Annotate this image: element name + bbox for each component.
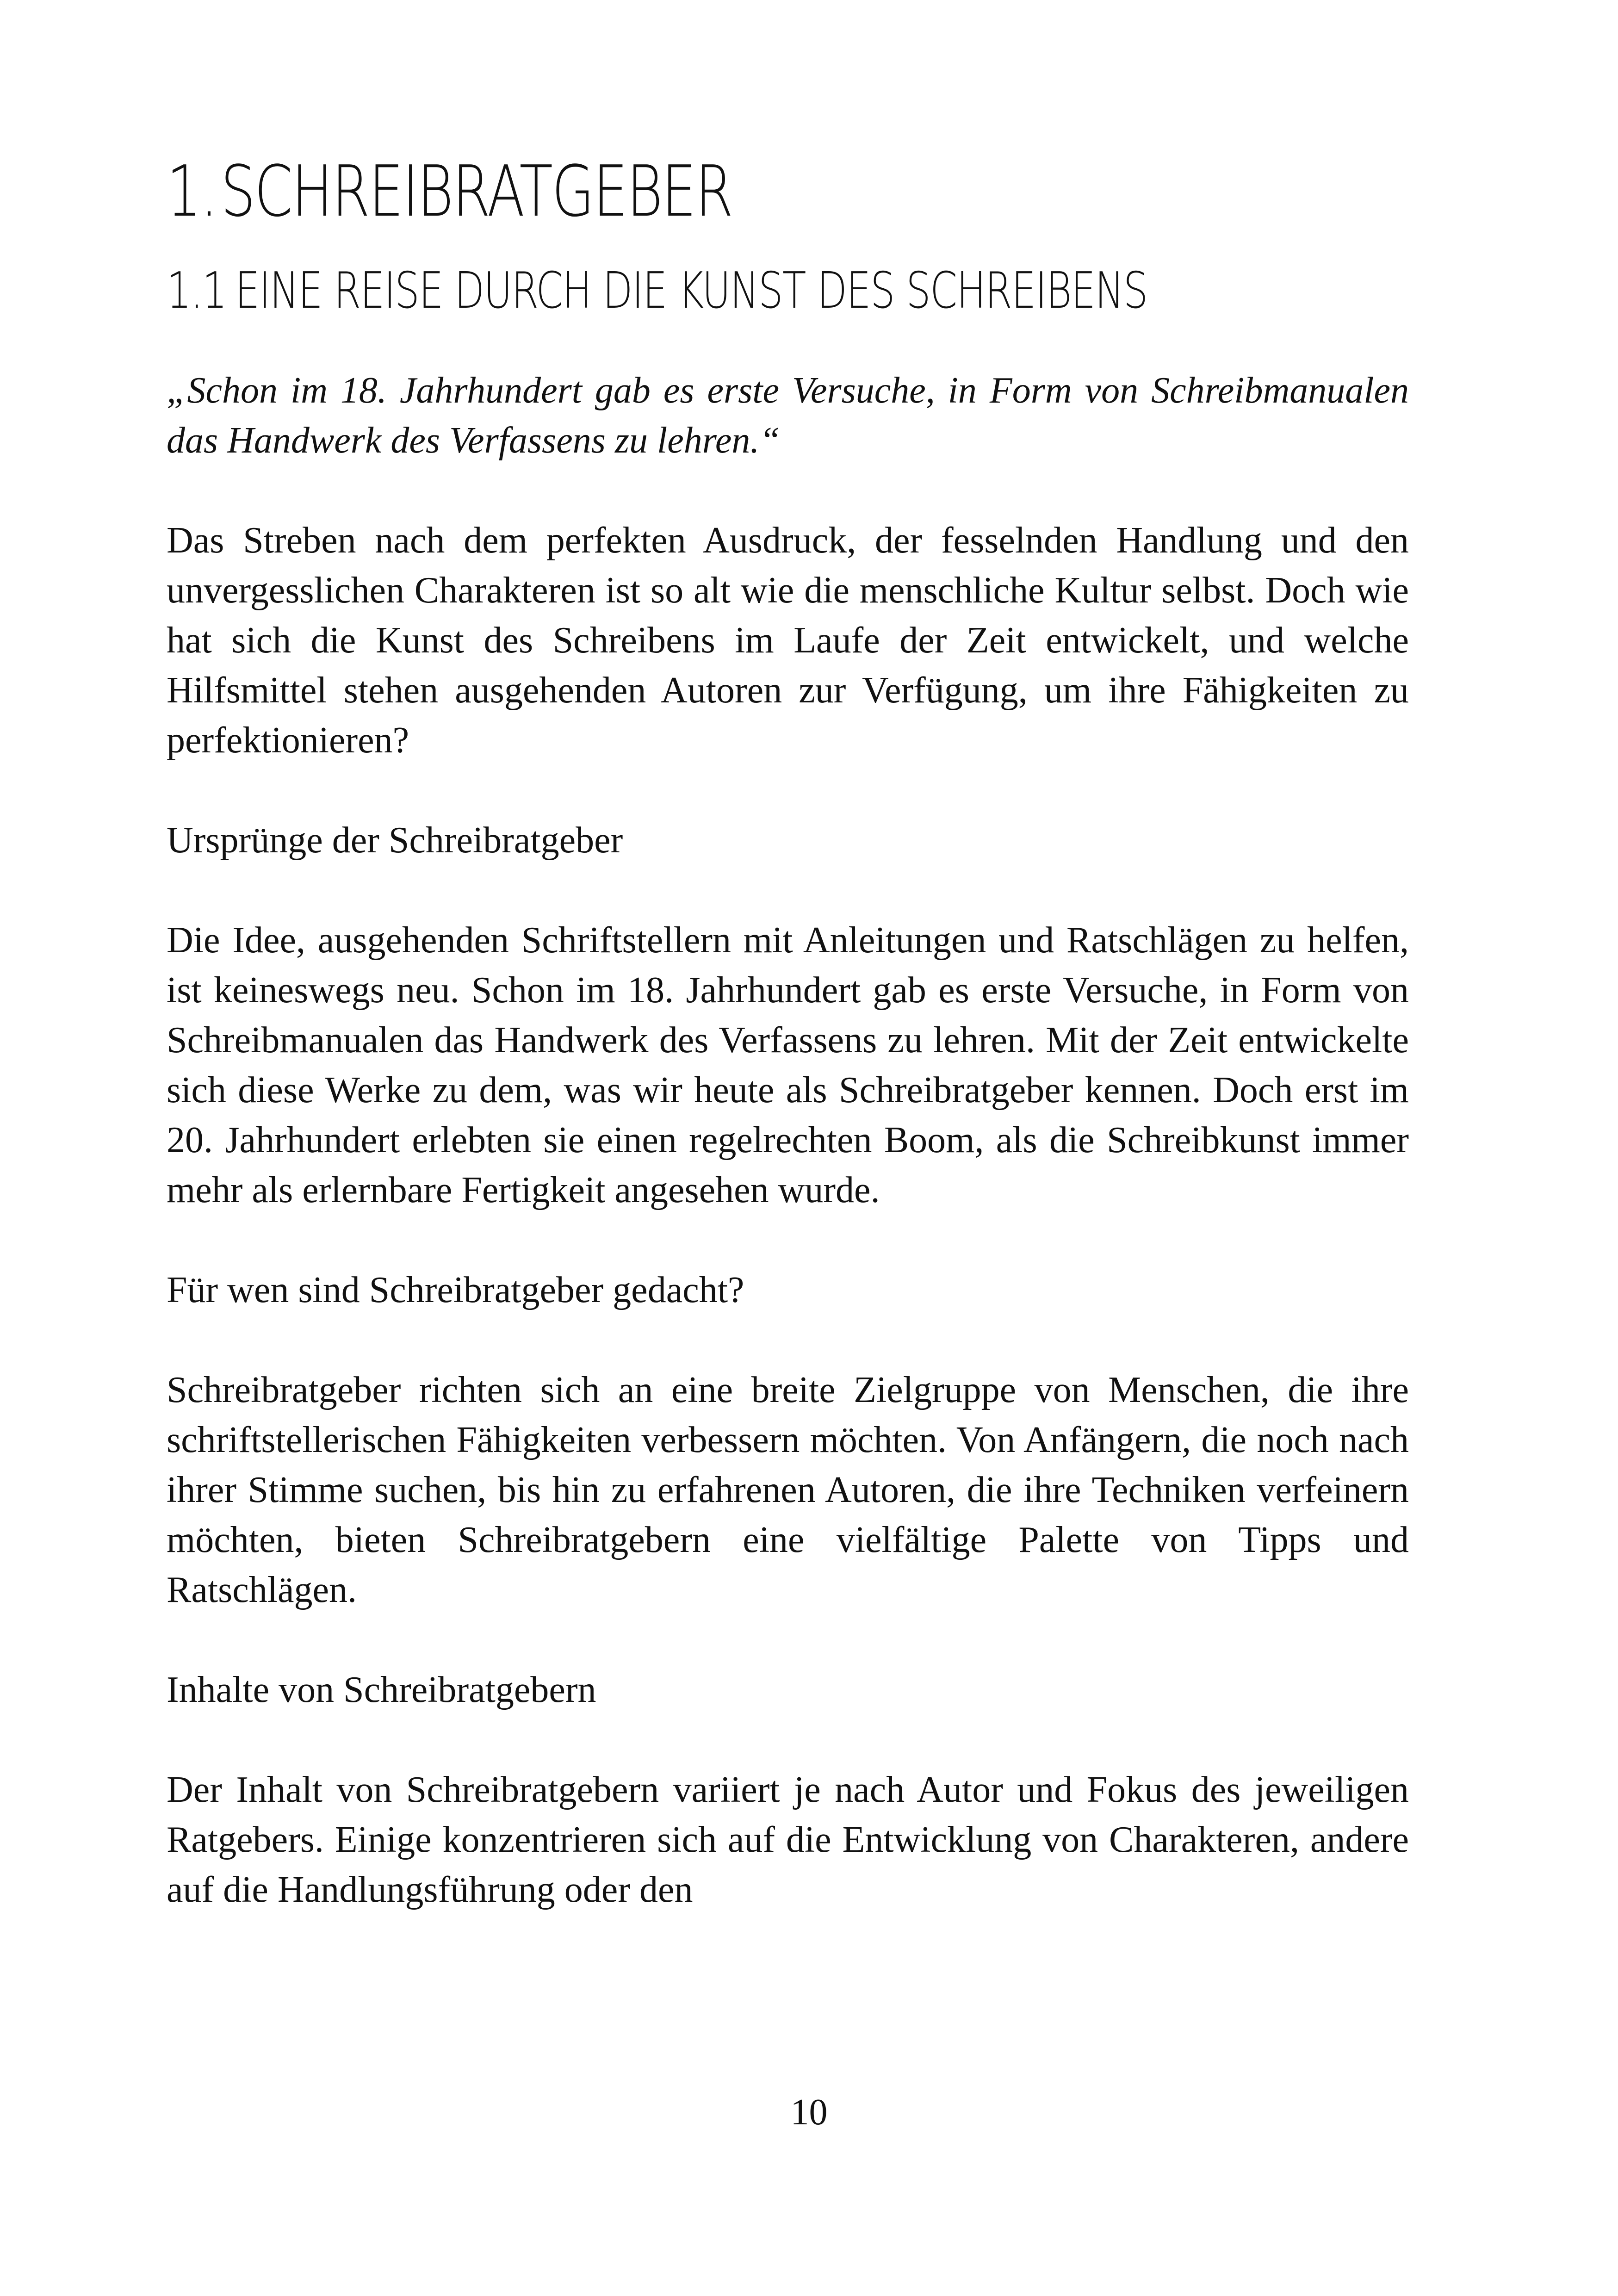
chapter-title-text: SCHREIBRATGEBER: [221, 150, 732, 232]
section-title: [167, 262, 1147, 324]
subheading-audience: Für wen sind Schreibratgeber gedacht?: [167, 1269, 744, 1310]
intro-quote: „Schon im 18. Jahrhundert gab es erste Versuche, in Form von Schreibmanualen das Handwerk des Verfassens zu lehren.“: [167, 370, 1409, 461]
section-title-text: EINE REISE DURCH DIE KUNST DES SCHREIBENS: [235, 262, 1147, 320]
subheading-origins: Ursprünge der Schreibratgeber: [167, 819, 623, 861]
paragraph-contents: Der Inhalt von Schreibratgebern variiert je nach Autor und Fokus des jeweiligen Ratgebers. Einige konzentrieren sich auf die Entwicklung von Charakteren, andere auf die Handlungsführung oder den: [167, 1769, 1409, 1910]
chapter-title: [167, 150, 1135, 241]
paragraph-origins: Die Idee, ausgehenden Schriftstellern mit Anleitungen und Ratschlägen zu helfen, ist keineswegs neu. Schon im 18. Jahrhundert gab es erste Versuche, in Form von Schreibmanualen das Handwerk des Verfassens zu lehren. Mit der Zeit entwickelte sich diese Werke zu dem, was wir heute als Schreibratgeber kennen. Doch erst im 20. Jahrhundert erlebten sie einen regelrechten Boom, als die Schreibkunst immer mehr als erlernbare Fertigkeit angesehen wurde.: [167, 919, 1409, 1210]
section-number: 1.1: [167, 262, 227, 320]
page-number: 10: [790, 2092, 828, 2133]
subheading-contents: Inhalte von Schreibratgebern: [167, 1669, 596, 1710]
paragraph-audience: Schreibratgeber richten sich an eine breite Zielgruppe von Menschen, die ihre schriftstellerischen Fähigkeiten verbessern möchten. Von Anfängern, die noch nach ihrer Stimme suchen, bis hin zu erfahrenen Autoren, die ihre Techniken verfeinern möchten, bieten Schreibratgebern eine vielfältige Palette von Tipps und Ratschlägen.: [167, 1369, 1409, 1610]
text-column: [167, 150, 1409, 1915]
paragraph-intro: Das Streben nach dem perfekten Ausdruck, der fesselnden Handlung und den unvergesslichen Charakteren ist so alt wie die menschliche Kultur selbst. Doch wie hat sich die Kunst des Schreibens im Laufe der Zeit entwickelt, und welche Hilfsmittel stehen ausgehenden Autoren zur Verfügung, um ihre Fähigkeiten zu perfektionieren?: [167, 520, 1409, 761]
chapter-number: 1.: [167, 150, 217, 232]
